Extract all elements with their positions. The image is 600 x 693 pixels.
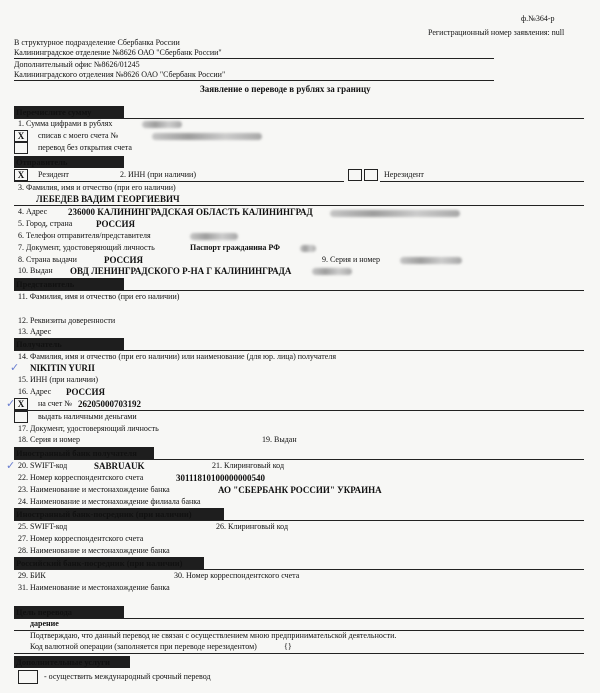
sender-inn-label: 2. ИНН (при наличии)	[120, 170, 196, 179]
divider	[14, 459, 584, 460]
no-account-checkbox[interactable]	[14, 142, 28, 154]
bank-name-value: АО "СБЕРБАНК РОССИИ" УКРАИНА	[218, 485, 382, 495]
purpose-confirm: Подтверждаю, что данный перевод не связан с осуществлением мною предпринимательской деятельности.	[30, 631, 397, 640]
divider	[380, 181, 584, 182]
nonresident-checkbox[interactable]	[364, 169, 378, 181]
recipient-account-label: на счет №	[38, 399, 72, 408]
divider	[14, 410, 584, 411]
bank-name-label: 23. Наименование и местонахождение банка	[18, 485, 170, 494]
no-account-label: перевод без открытия счета	[38, 143, 132, 152]
cash-checkbox[interactable]	[14, 411, 28, 423]
sender-address-value: 236000 КАЛИНИНГРАДСКАЯ ОБЛАСТЬ КАЛИНИНГРАД	[68, 207, 313, 217]
nonresident-label: Нерезидент	[384, 170, 424, 179]
swift-label: 20. SWIFT-код	[18, 461, 68, 470]
divider	[14, 290, 584, 291]
sender-phone-label: 6. Телефон отправителя/представителя	[18, 231, 151, 240]
purpose-value: дарение	[30, 619, 59, 628]
check-mark-icon: ✓	[10, 361, 20, 374]
corr-value: 30111810100000000540	[176, 473, 266, 483]
recipient-cash-label: выдать наличными деньгами	[38, 412, 137, 421]
divider	[14, 520, 584, 521]
fi-name-label: 28. Наименование и местонахождение банка	[18, 546, 170, 555]
amount-label: 1. Сумма цифрами в рублях	[18, 119, 113, 128]
fi-swift-label: 25. SWIFT-код	[18, 522, 68, 531]
sender-city-value: РОССИЯ	[96, 219, 136, 229]
sender-fio-label: 3. Фамилия, имя и отчество (при его наличии)	[18, 183, 176, 192]
bank-line-2: Калининградское отделение №8626 ОАО "Сбербанк России"	[14, 48, 222, 57]
nonresident-box-a[interactable]	[348, 169, 362, 181]
redacted-series	[400, 257, 462, 264]
resident-label: Резидент	[38, 170, 69, 179]
debit-checkbox[interactable]: X	[14, 130, 28, 142]
recipient-name-label: 14. Фамилия, имя и отчество (при его наличии) или наименование (для юр. лица) получателя	[18, 352, 336, 361]
rep-address-label: 13. Адрес	[18, 327, 52, 336]
divider	[14, 205, 584, 206]
ri-corr-label: 30. Номер корреспондентского счета	[174, 571, 300, 580]
divider	[14, 618, 584, 619]
sender-doc-value: Паспорт гражданина РФ	[190, 243, 281, 252]
sender-address-label: 4. Адрес	[18, 207, 48, 216]
check-mark-icon: ✓	[6, 459, 16, 472]
resident-checkbox[interactable]: X	[14, 169, 28, 181]
redacted-issued	[312, 268, 352, 275]
fi-corr-label: 27. Номер корреспондентского счета	[18, 534, 144, 543]
sender-fio-value: ЛЕБЕДЕВ ВАДИМ ГЕОРГИЕВИЧ	[36, 194, 180, 204]
sender-issued-label: 10. Выдан	[18, 266, 53, 275]
corr-label: 22. Номер корреспондентского счета	[18, 473, 144, 482]
divider	[14, 58, 494, 59]
section-sender-heading: Отправитель	[16, 157, 68, 167]
sender-country-label: 8. Страна выдачи	[18, 255, 77, 264]
debit-label: списав с моего счета №	[38, 131, 119, 140]
urgent-checkbox[interactable]	[18, 670, 38, 684]
divider	[14, 653, 584, 654]
sender-issued-value: ОВД ЛЕНИНГРАДСКОГО Р-НА Г КАЛИНИНГРАДА	[70, 266, 292, 276]
bank-line-4: Калининградского отделения №8626 ОАО "Сбербанк России"	[14, 70, 226, 79]
sender-city-label: 5. Город, страна	[18, 219, 73, 228]
divider	[14, 80, 494, 81]
account-checkbox[interactable]: X	[14, 398, 28, 410]
swift-value: SABRUAUK	[94, 461, 145, 471]
section-purpose-heading: Цель перевода	[16, 607, 73, 617]
section-foreign-bank-heading: Иностранный банк получателя	[16, 448, 137, 458]
recipient-inn-label: 15. ИНН (при наличии)	[18, 375, 98, 384]
op-code-label: Код валютной операции (заполняется при переводе нерезидентом)	[30, 642, 257, 651]
recipient-name-value: NIKITIN YURII	[30, 363, 95, 373]
branch-label: 24. Наименование и местонахождение филиала банка	[18, 497, 201, 506]
section-representative-heading: Представитель	[16, 279, 75, 289]
section-services-heading: Дополнительные услуги	[16, 657, 110, 667]
recipient-issued-label: 19. Выдан	[262, 435, 297, 444]
section-recipient-heading: Получатель	[16, 339, 62, 349]
redacted-doc	[300, 245, 316, 252]
fi-clearing-label: 26. Клиринговый код	[216, 522, 289, 531]
divider	[14, 569, 584, 570]
ri-name-label: 31. Наименование и местонахождение банка	[18, 583, 170, 592]
sender-doc-label: 7. Документ, удостоверяющий личность	[18, 243, 155, 252]
rep-power-label: 12. Реквизиты доверенности	[18, 316, 116, 325]
bank-line-3: Дополнительный офис №8626/01245	[14, 60, 140, 69]
redacted-address	[330, 210, 460, 217]
rep-fio-label: 11. Фамилия, имя и отчество (при его наличии)	[18, 292, 180, 301]
clearing-label: 21. Клиринговый код	[212, 461, 285, 470]
redacted-account	[152, 133, 262, 140]
recipient-series-label: 18. Серия и номер	[18, 435, 80, 444]
sender-series-label: 9. Серия и номер	[322, 255, 380, 264]
redacted-amount	[142, 121, 182, 128]
divider	[14, 350, 584, 351]
section-amount-heading: Перечислите сумму	[16, 107, 92, 117]
section-foreign-intermediary-heading: Иностранный банк-посредник (при наличии)	[16, 509, 192, 519]
form-number: ф.№364-р	[521, 14, 555, 23]
op-code-value: {}	[284, 642, 292, 651]
ri-bik-label: 29. БИК	[18, 571, 46, 580]
sender-country-value: РОССИЯ	[104, 255, 144, 265]
recipient-doc-label: 17. Документ, удостоверяющий личность	[18, 424, 159, 433]
section-russian-intermediary-heading: Российский банк-посредник (при наличии)	[16, 558, 183, 568]
bank-line-1: В структурное подразделение Сбербанка России	[14, 38, 180, 47]
recipient-address-label: 16. Адрес	[18, 387, 52, 396]
recipient-account-value: 26205000703192	[78, 399, 141, 409]
registration-number: Регистрационный номер заявления: null	[428, 28, 565, 37]
recipient-address-value: РОССИЯ	[66, 387, 106, 397]
document-title: Заявление о переводе в рублях за границу	[200, 84, 371, 94]
divider	[14, 181, 344, 182]
check-mark-icon: ✓	[6, 397, 16, 410]
urgent-label: - осуществить международный срочный перевод	[44, 672, 211, 681]
redacted-phone	[190, 233, 238, 240]
